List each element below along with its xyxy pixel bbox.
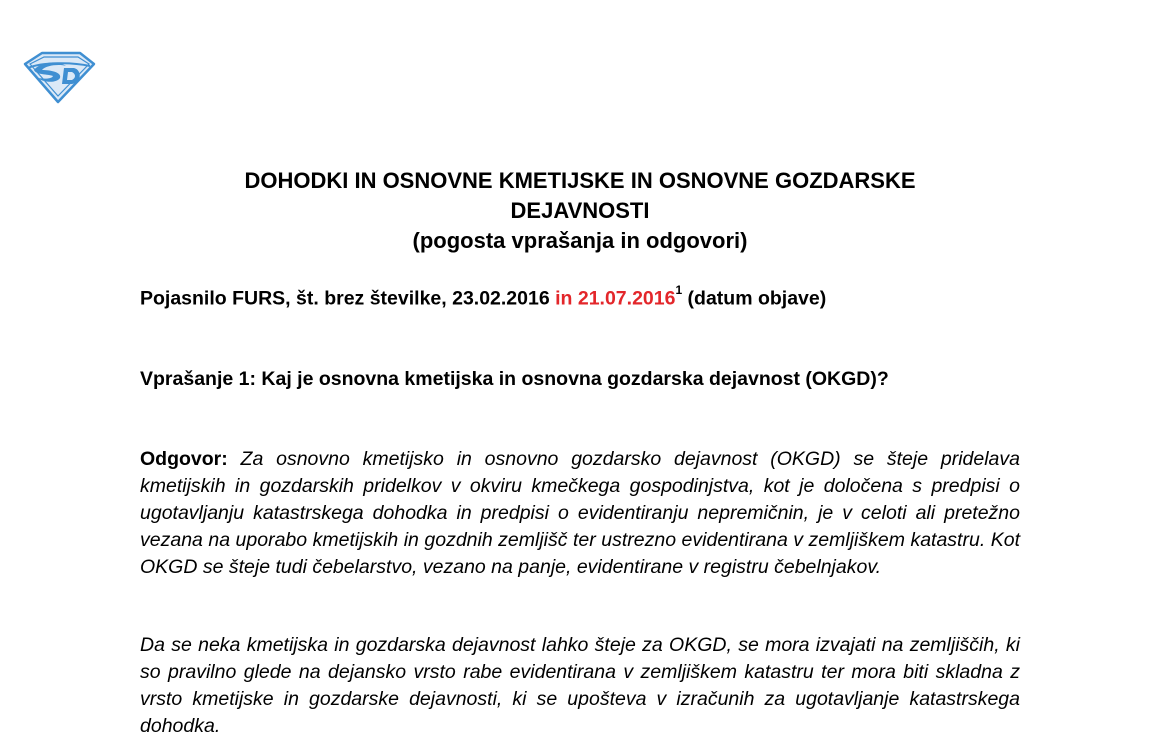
reference-added-date: in 21.07.2016 (555, 287, 676, 310)
shield-logo-icon (22, 48, 96, 104)
reference-line (140, 283, 1020, 311)
question-1: Vprašanje 1: Kaj je osnovna kmetijska in osnovna gozdarska dejavnost (OKGD)? (140, 368, 889, 390)
title-line-2: DEJAVNOSTI (510, 198, 650, 223)
answer-1 (140, 446, 1020, 581)
answer-lead: Odgovor: (140, 448, 228, 470)
answer-1-paragraph-2: Da se neka kmetijska in gozdarska dejavnost lahko šteje za OKGD, se mora izvajati na zemljiščih, ki so pravilno glede na dejansko vrsto rabe evidentirana v zemljiškem katastru ter mora biti skladna z vrsto kmetijske in gozdarske dejavnosti, ki se upošteva v izračunih za ugotavljanje katastrskega dohodka. (140, 634, 1020, 737)
footnote-mark: 1 (675, 283, 683, 297)
reference-prefix: Pojasnilo FURS, št. brez številke, 23.02.2016 (140, 287, 556, 310)
shield-logo (22, 48, 96, 104)
answer-text: Za osnovno kmetijsko in osnovno gozdarsko dejavnost (OKGD) se šteje pridelava kmetijskih in gozdarskih pridelkov v okviru kmečkega gospodinjstva, kot je določena s predpisi o ugotavljanju katastrskega dohodka in predpisi o evidentiranju nepremičnin, je v celoti ali pretežno vezana na uporabo kmetijskih in gozdnih zemljišč ter ustrezno evidentirana v zemljiškem katastru. Kot OKGD se šteje tudi čebelarstvo, vezano na panje, evidentirane v registru čebelnjakov. (140, 448, 1020, 578)
document-title (140, 166, 1020, 256)
title-line-1: DOHODKI IN OSNOVNE KMETIJSKE IN OSNOVNE GOZDARSKE (244, 168, 916, 193)
reference-suffix: (datum objave) (682, 287, 827, 310)
title-line-3: (pogosta vprašanja in odgovori) (412, 228, 748, 253)
